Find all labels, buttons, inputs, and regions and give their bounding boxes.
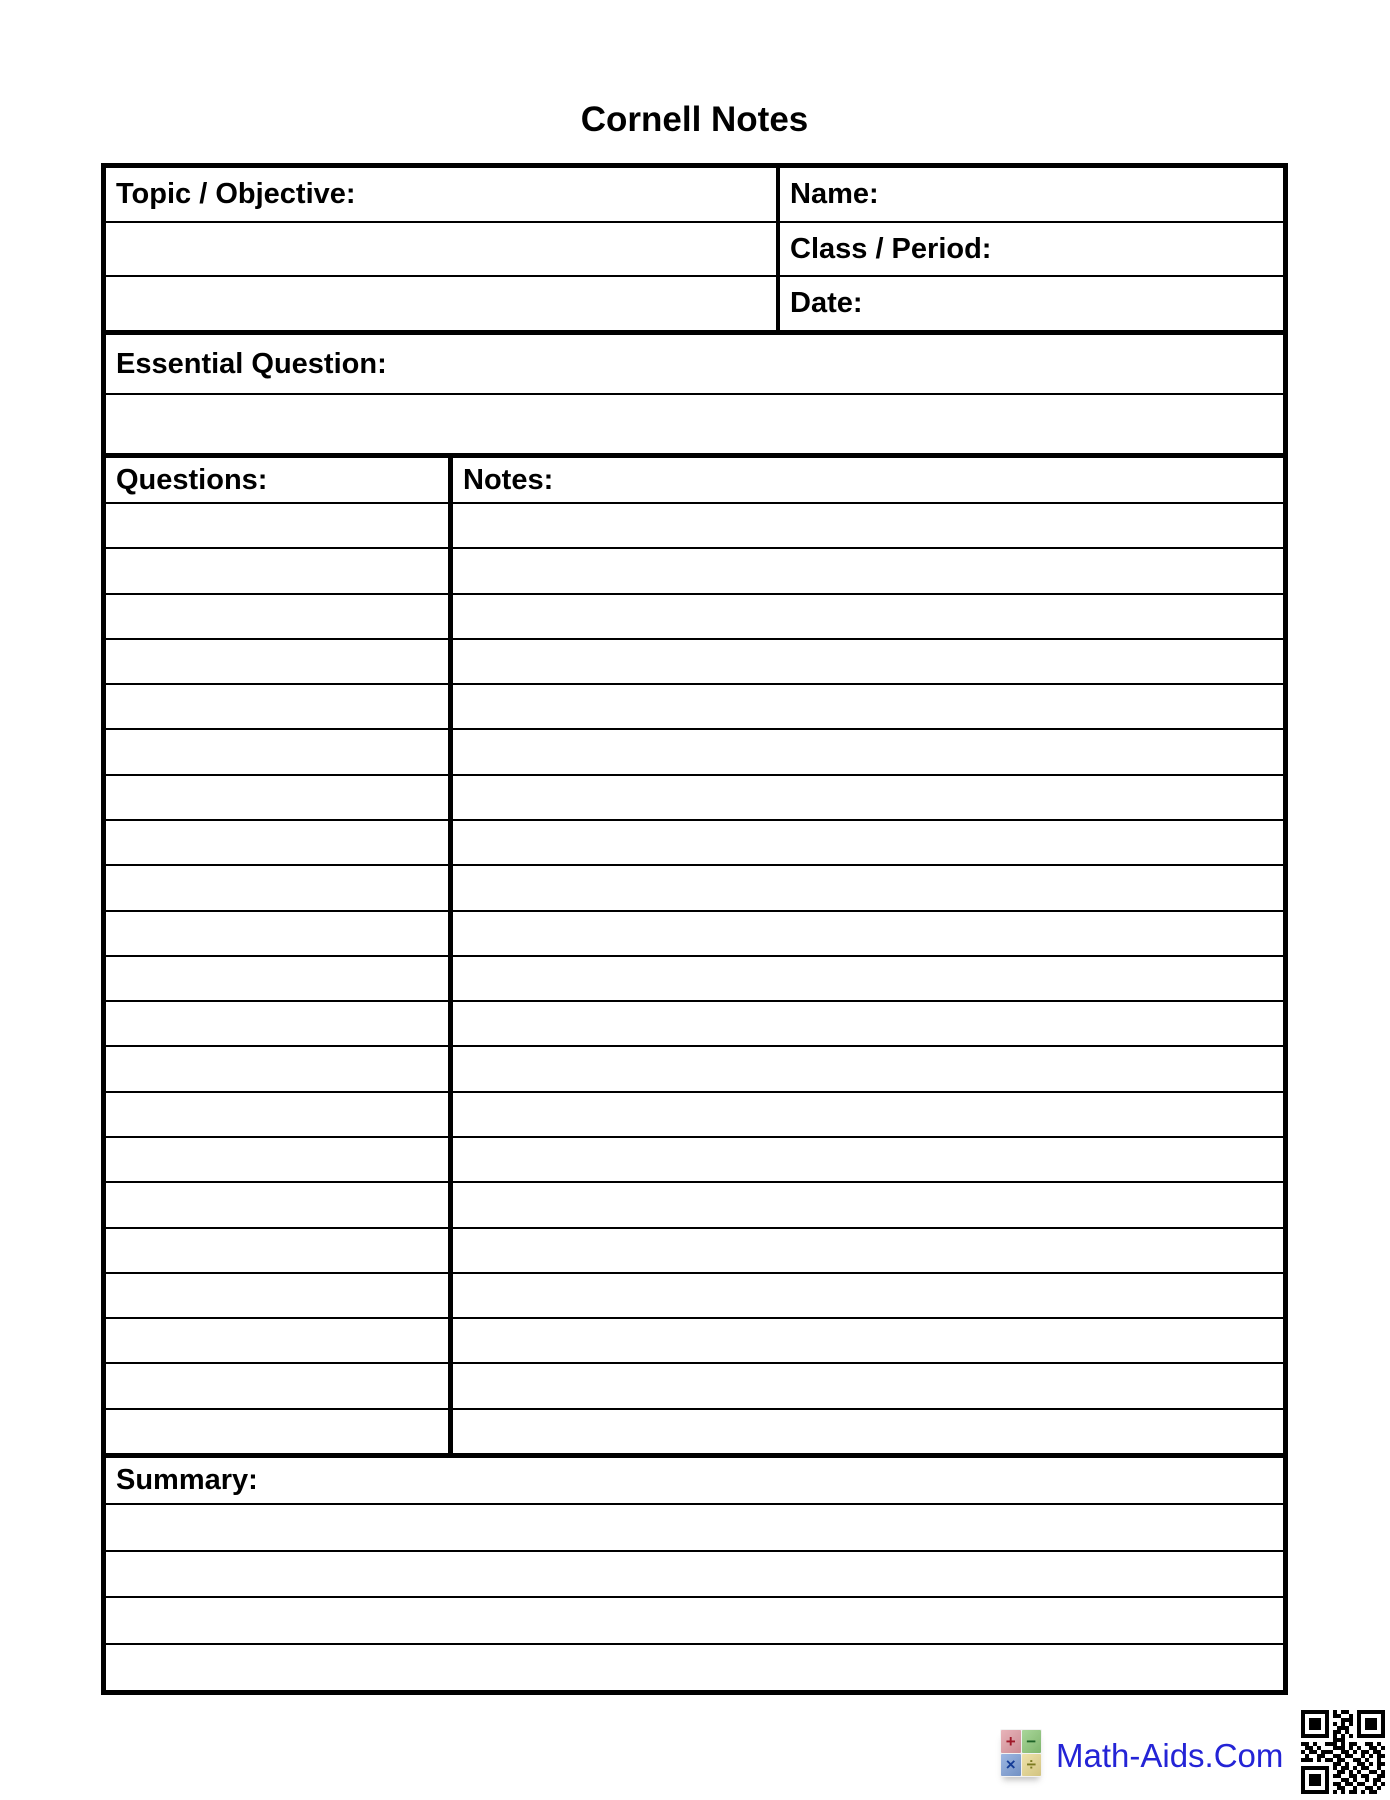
note-cell [453, 957, 1283, 1000]
note-cell [453, 866, 1283, 909]
essential-question-label-row [106, 335, 1283, 395]
summary-label: Summary: [116, 1463, 258, 1496]
note-cell [453, 776, 1283, 819]
question-cell [106, 1319, 453, 1362]
note-cell [453, 1319, 1283, 1362]
name-label: Name: [790, 177, 879, 210]
question-note-row [106, 866, 1283, 911]
note-cell [453, 1138, 1283, 1181]
notes-label: Notes: [463, 463, 554, 496]
question-note-row [106, 821, 1283, 866]
note-cell [453, 640, 1283, 683]
math-aids-logo-icon [1000, 1729, 1042, 1777]
note-cell [453, 1410, 1283, 1453]
question-cell [106, 866, 453, 909]
essential-question-section [101, 330, 1288, 458]
question-note-row [106, 1319, 1283, 1364]
question-note-row [106, 685, 1283, 730]
question-cell [106, 1410, 453, 1453]
note-cell [453, 1229, 1283, 1272]
logo-operator-divide-icon: ÷ [1022, 1754, 1042, 1777]
question-note-row [106, 1410, 1283, 1453]
question-note-row [106, 1047, 1283, 1092]
question-cell [106, 549, 453, 592]
essential-question-label: Essential Question: [116, 347, 387, 380]
question-cell [106, 1047, 453, 1090]
question-note-row [106, 549, 1283, 594]
questions-header-cell [106, 458, 453, 502]
question-note-row [106, 1002, 1283, 1047]
essential-question-blank-row [106, 395, 1283, 453]
questions-notes-rows [106, 504, 1283, 1453]
question-note-row [106, 1229, 1283, 1274]
question-cell [106, 1229, 453, 1272]
info-table [101, 163, 1288, 335]
question-note-row [106, 504, 1283, 549]
question-note-row [106, 640, 1283, 685]
topic-blank-cell [106, 223, 780, 276]
page-title: Cornell Notes [580, 100, 809, 139]
note-cell [453, 1183, 1283, 1226]
question-cell [106, 1002, 453, 1045]
notes-header-cell [453, 463, 1283, 496]
question-note-row [106, 957, 1283, 1002]
note-cell [453, 1364, 1283, 1407]
question-note-row [106, 912, 1283, 957]
question-cell [106, 595, 453, 638]
question-cell [106, 912, 453, 955]
questions-notes-header [106, 458, 1283, 504]
summary-section [101, 1453, 1288, 1695]
questions-label: Questions: [116, 463, 268, 496]
info-row-1 [106, 168, 1283, 223]
question-note-row [106, 595, 1283, 640]
question-cell [106, 957, 453, 1000]
question-cell [106, 504, 453, 547]
summary-blank-row [106, 1552, 1283, 1599]
topic-objective-cell [106, 168, 780, 221]
note-cell [453, 821, 1283, 864]
question-cell [106, 730, 453, 773]
question-cell [106, 821, 453, 864]
info-row-2 [106, 223, 1283, 278]
note-cell [453, 1002, 1283, 1045]
question-note-row [106, 730, 1283, 775]
question-note-row [106, 1183, 1283, 1228]
note-cell [453, 1047, 1283, 1090]
summary-label-row [106, 1458, 1283, 1505]
question-note-row [106, 776, 1283, 821]
question-note-row [106, 1364, 1283, 1409]
questions-notes-table [101, 453, 1288, 1458]
summary-blank-row [106, 1598, 1283, 1645]
question-cell [106, 1093, 453, 1136]
class-period-label: Class / Period: [790, 232, 992, 265]
note-cell [453, 730, 1283, 773]
question-cell [106, 1274, 453, 1317]
logo-operator-plus-icon: + [1001, 1730, 1021, 1753]
note-cell [453, 912, 1283, 955]
topic-objective-label: Topic / Objective: [116, 177, 356, 210]
question-cell [106, 1183, 453, 1226]
note-cell [453, 685, 1283, 728]
logo-operator-multiply-icon: × [1001, 1754, 1021, 1777]
note-cell [453, 504, 1283, 547]
question-note-row [106, 1093, 1283, 1138]
note-cell [453, 595, 1283, 638]
date-cell [780, 289, 1283, 318]
summary-blank-row [106, 1505, 1283, 1552]
note-cell [453, 1274, 1283, 1317]
question-cell [106, 776, 453, 819]
name-cell [780, 177, 1283, 210]
math-aids-brand-text: Math-Aids.Com [1056, 1737, 1284, 1774]
class-period-cell [780, 232, 1283, 265]
topic-blank-cell [106, 277, 780, 330]
question-cell [106, 1364, 453, 1407]
question-note-row [106, 1138, 1283, 1183]
summary-blank-row [106, 1645, 1283, 1690]
note-cell [453, 1093, 1283, 1136]
question-cell [106, 640, 453, 683]
logo-operator-minus-icon: − [1022, 1730, 1042, 1753]
question-cell [106, 685, 453, 728]
info-row-3 [106, 277, 1283, 330]
note-cell [453, 549, 1283, 592]
qr-code [1301, 1710, 1385, 1794]
question-note-row [106, 1274, 1283, 1319]
question-cell [106, 1138, 453, 1181]
date-label: Date: [790, 287, 863, 320]
